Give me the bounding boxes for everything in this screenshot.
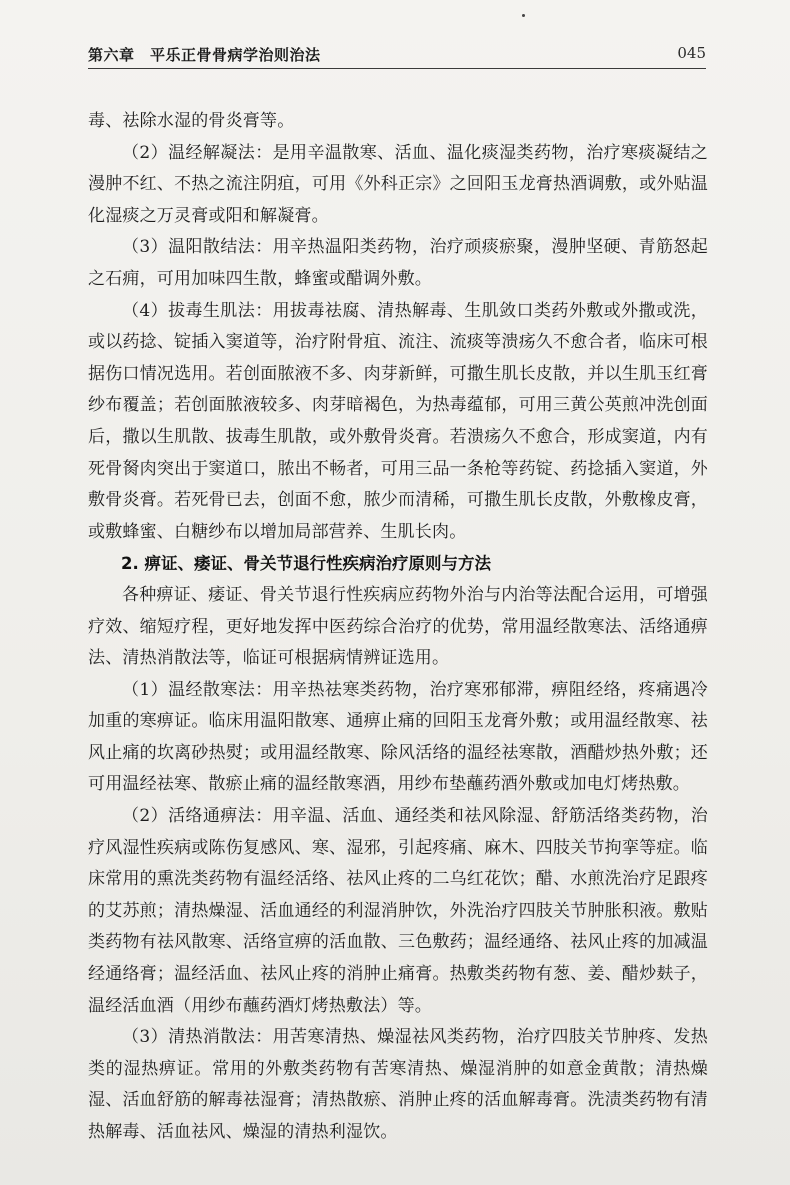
paragraph: （4）拔毒生肌法：用拔毒祛腐、清热解毒、生肌敛口类药外敷或外撒或洗，或以药捻、锭插入窦道等，治疗附骨疽、流注、流痰等溃疡久不愈合者，临床可根据伤口情况选用。若创面脓液不多、肉芽新鲜，可撒生肌长皮散，并以生肌玉红膏纱布覆盖；若创面脓液较多、肉芽暗褐色，为热毒蕴郁，可用三黄公英煎冲洗创面后，撒以生肌散、拔毒生肌散，或外敷骨炎膏。若溃疡久不愈合，形成窦道，内有死骨胬肉突出于窦道口，脓出不畅者，可用三品一条枪等药锭、药捻插入窦道，外敷骨炎膏。若死骨已去，创面不愈，脓少而清稀，可撒生肌长皮散，外敷橡皮膏，或敷蜂蜜、白糖纱布以增加局部营养、生肌长肉。: [88, 300, 708, 542]
paragraph: 毒、祛除水湿的骨炎膏等。: [88, 111, 295, 131]
page-number: 045: [677, 44, 706, 62]
chapter-title: 第六章 平乐正骨骨病学治则治法: [88, 46, 321, 64]
paragraph: （3）清热消散法：用苦寒清热、燥湿祛风类药物，治疗四肢关节肿疼、发热类的湿热痹证。常用的外敷类药物有苦寒清热、燥湿消肿的如意金黄散；清热燥湿、活血舒筋的解毒祛湿膏；清热散瘀、消肿止疼的活血解毒膏。洗渍类药物有清热解毒、活血祛风、燥湿的清热利湿饮。: [88, 1027, 708, 1142]
section-heading: 2. 痹证、痿证、骨关节退行性疾病治疗原则与方法: [121, 554, 491, 574]
running-header: [88, 40, 706, 69]
paragraph: 各种痹证、痿证、骨关节退行性疾病应药物外治与内治等法配合运用，可增强疗效、缩短疗程，更好地发挥中医药综合治疗的优势，常用温经散寒法、活络通痹法、清热消散法等，临证可根据病情辨证选用。: [88, 584, 708, 669]
paragraph: （3）温阳散结法：用辛热温阳类药物，治疗顽痰瘀聚，漫肿坚硬、青筋怒起之石痈，可用加味四生散，蜂蜜或醋调外敷。: [88, 237, 708, 289]
print-speck: [522, 14, 525, 17]
page-body: [88, 106, 708, 1149]
paragraph: （1）温经散寒法：用辛热祛寒类药物，治疗寒邪郁滞，痹阻经络，疼痛遇冷加重的寒痹证。临床用温阳散寒、通痹止痛的回阳玉龙膏外敷；或用温经散寒、祛风止痛的坎离砂热熨；或用温经散寒、除风活络的温经祛寒散，酒醋炒热外敷；还可用温经祛寒、散瘀止痛的温经散寒酒，用纱布垫蘸药酒外敷或加电灯烤热敷。: [88, 679, 708, 795]
paragraph: （2）温经解凝法：是用辛温散寒、活血、温化痰湿类药物，治疗寒痰凝结之漫肿不红、不热之流注阴疽，可用《外科正宗》之回阳玉龙膏热酒调敷，或外贴温化湿痰之万灵膏或阳和解凝膏。: [88, 142, 708, 226]
paragraph: （2）活络通痹法：用辛温、活血、通经类和祛风除湿、舒筋活络类药物，治疗风湿性疾病或陈伤复感风、寒、湿邪，引起疼痛、麻木、四肢关节拘挛等症。临床常用的熏洗类药物有温经活络、祛风止疼的二乌红花饮；醋、水煎洗治疗足跟疼的艾苏煎；清热燥湿、活血通经的利湿消肿饮，外洗治疗四肢关节肿胀积液。敷贴类药物有祛风散寒、活络宣痹的活血散、三色敷药；温经通络、祛风止疼的加减温经通络膏；温经活血、祛风止疼的消肿止痛膏。热敷类药物有葱、姜、醋炒麸子，温经活血酒（用纱布蘸药酒灯烤热敷法）等。: [88, 806, 708, 1016]
